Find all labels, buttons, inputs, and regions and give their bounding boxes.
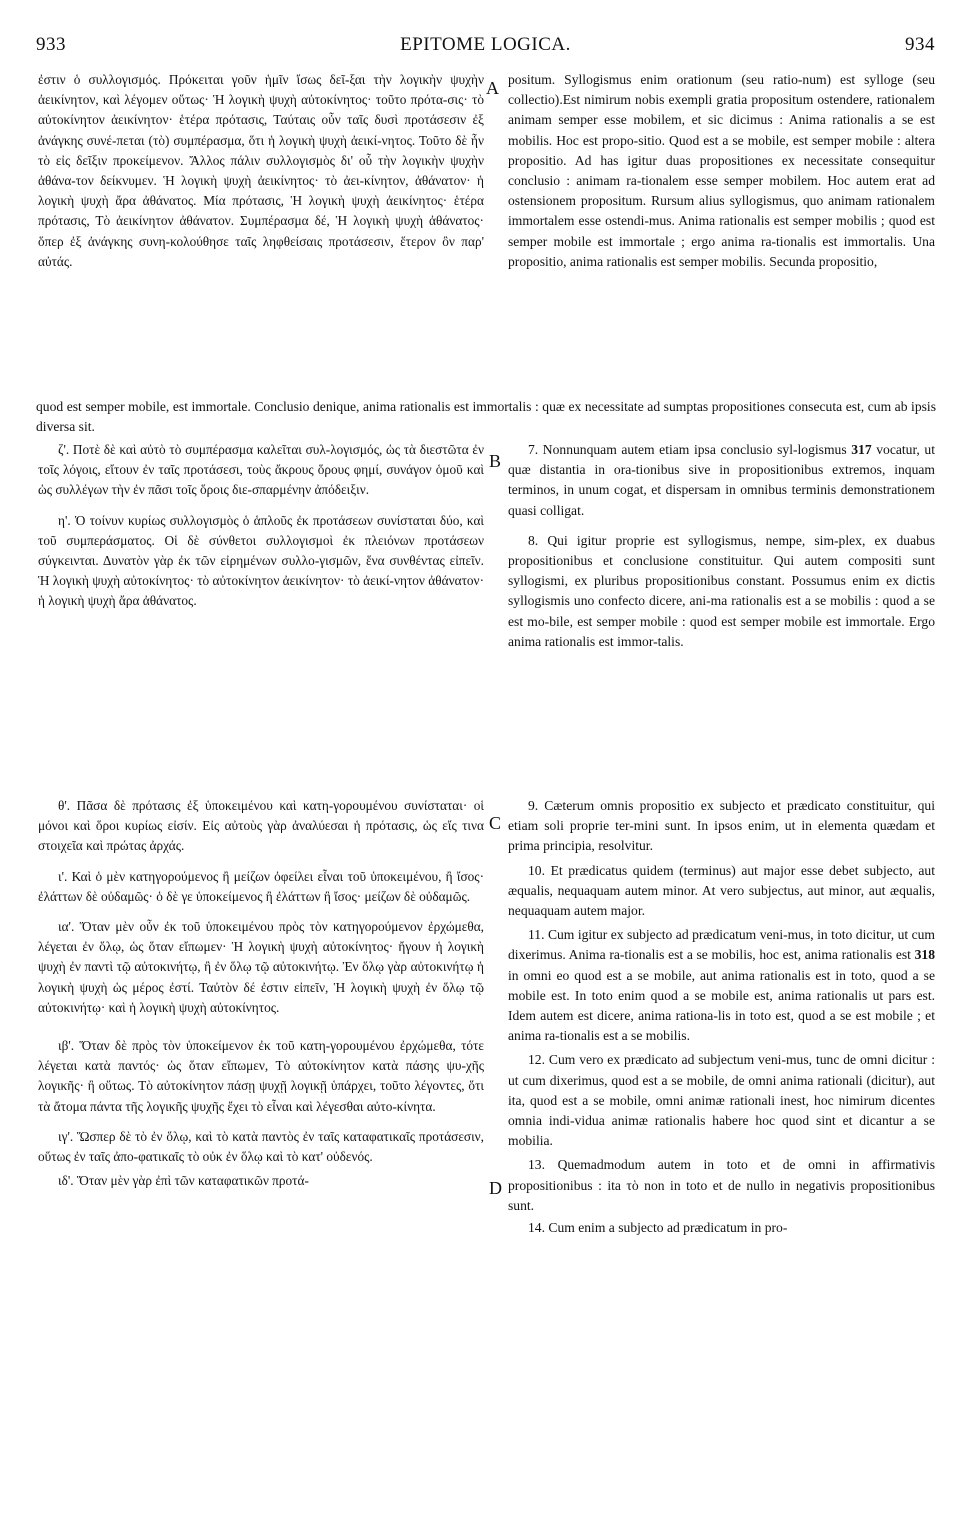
section-marker-c: C: [489, 813, 502, 833]
greek-column-block-1: [38, 70, 484, 272]
latin-section-7-text-b: vocatur, ut quæ distantia in ora-tionibus sive in propositionibus extremos, inquam terminos, in unum cogat, et dispersam in omnibus terminis demonstrationem quasi colligat.: [508, 442, 935, 518]
latin-section-7-page-ref: 317: [851, 442, 872, 457]
running-title: EPITOME LOGICA.: [400, 34, 571, 55]
greek-column-block-3: [38, 796, 484, 1191]
greek-section-10: ι'. Καὶ ὁ μὲν κατηγορούμενος ἢ μείζων ὀφείλει εἶναι τοῦ ὑποκειμένου, ἢ ἴσος· ἐλάττων δὲ οὐδαμῶς· ὁ δὲ γε ὑποκείμενος ἢ ἐλάττων ἢ ἴσος· μείζων δὲ οὐδαμῶς.: [38, 868, 484, 904]
greek-section-12: ιβ'. Ὅταν δὲ πρὸς τὸν ὑποκείμενον ἐκ τοῦ κατη-γορουμένου ἐρχώμεθα, τότε λέγεται κατὰ παντός· ὡς ὅταν εἴπωμεν, Τὸ αὐτοκίνητον κατὰ πάσης ψυ-χῆς λογικῆς· ἢ οὕτως. Τὸ αὐτοκίνητον πάσῃ ψυχῇ λογικῇ ὑπάρχει, τοῦτο λέγοντες, ὅτι τὰ ἄτομα πάντα τῆς λογικῆς ψυχῆς ἔχει τὸ εἶναι καὶ λέγεσθαι αὐτο-κίνητα.: [38, 1038, 484, 1114]
latin-continuation-text: quod est semper mobile, est immortale. Conclusio denique, anima rationalis est immortalis : quæ ex necessitate ad sumptas propositiones consecuta est, cum ab ipsis diversa sit.: [36, 399, 936, 435]
latin-section-11-text-a: 11. Cum igitur ex subjecto ad prædicatum veni-mus, in toto dicitur, ut cum dixerimus. Anima ra-tionalis est a se mobilis, hoc est, anima rationalis est: [508, 927, 935, 963]
section-marker-a: A: [486, 78, 499, 98]
greek-section-14: ιδ'. Ὅταν μὲν γὰρ ἐπὶ τῶν καταφατικῶν προτά-: [58, 1173, 309, 1189]
greek-section-11: ια'. Ὅταν μὲν οὖν ἐκ τοῦ ὑποκειμένου πρὸς τὸν κατηγορούμενον ἐρχώμεθα, λέγεται ἐν ὅλῳ, ὡς ὅταν εἴπωμεν· Ἡ λογικὴ ψυχὴ αὐτοκίνητος· ἤγουν ἡ λογικὴ ψυχὴ ἐν παντὶ τῷ αὐτοκινήτῳ, ἢ ἐν ὅλῳ τῷ αὐτοκινήτῳ. Ἐν ὅλῳ γὰρ αὐτοκινήτῳ ἡ λογικὴ ψυχὴ ὡς μέρος ἐστί. Ταὐτὸν δέ ἐστιν εἰπεῖν, Ἡ λογικὴ ψυχὴ ἐν ὅλῳ τῷ αὐτοκινήτῳ· καὶ ἡ λογικὴ ψυχὴ αὐτοκίνητος.: [38, 919, 484, 1015]
latin-column-block-2: [508, 440, 935, 652]
greek-section-8: η'. Ὁ τοίνυν κυρίως συλλογισμὸς ὁ ἁπλοῦς ἐκ προτάσεων συνίσταται δύο, καὶ τοῦ συμπεράσματος. Οἱ δὲ σύνθετοι συλλογισμοὶ ἐκ πλειόνων προτάσεων σύγκεινται. Δυνατὸν γὰρ ἐκ τῶν εἰρημένων συλλο-γισμῶν, ἕνα συνθέντας εἰπεῖν. Ἡ λογικὴ ψυχὴ αὐτοκίνητος· τὸ αὐτοκίνητον ἀεικίνητον· τὸ ἀεικί-νητον ἀθάνατον· ἡ λογικὴ ψυχὴ ἄρα ἀθάνατος.: [38, 512, 484, 609]
latin-section-10: 10. Et prædicatus quidem (terminus) aut major esse debet subjecto, aut æqualis, nequaquam autem minor. At vero subjectus, aut minor, aut æqualis, nequaquam autem major.: [508, 862, 935, 919]
latin-section-11: [508, 925, 935, 1046]
greek-section-9: θ'. Πᾶσα δὲ πρότασις ἐξ ὑποκειμένου καὶ κατη-γορουμένου συνίσταται· οἱ μόνοι καὶ ὅροι κυρίως εἰσίν. Εἰς αὐτοὺς γὰρ ἀναλύεσαι ἡ πρότασις, ὡς εἴς τινα στοιχεῖα καὶ πρώτας ἀρχάς.: [38, 798, 484, 854]
latin-section-14: 14. Cum enim a subjecto ad prædicatum in pro-: [528, 1220, 788, 1236]
latin-section-11-text-b: in omni eo quod est a se mobile, aut anima rationalis est in toto, quod a se mobile est. In toto enim quod a se mobile est, anima rationalis ut pars est. Idem autem est dicere, anima rationa-lis in toto est, quod a se est mobile ; et anima ra-tionalis est a se mobilis.: [508, 967, 935, 1044]
latin-section-7: [508, 440, 935, 521]
latin-section-7-text-a: 7. Nonnunquam autem etiam ipsa conclusio syl-logismus: [528, 442, 847, 457]
greek-section-13: ιγ'. Ὥσπερ δὲ τὸ ἐν ὅλῳ, καὶ τὸ κατὰ παντὸς ἐν ταῖς καταφατικαῖς προτάσεσιν, οὕτως ἐν ταῖς ἀπο-φατικαῖς τὸ οὐκ ἐν ὅλῳ καὶ τὸ κατ' οὐδενός.: [38, 1128, 484, 1165]
section-marker-d: D: [489, 1178, 502, 1198]
latin-section-13: 13. Quemadmodum autem in toto et de omni in affirmativis propositionibus : ita τὸ non in toto et de nullo in negativis propositionibus sunt.: [508, 1157, 935, 1213]
running-header: [36, 34, 935, 62]
greek-section-7: ζ'. Ποτὲ δὲ καὶ αὐτὸ τὸ συμπέρασμα καλεῖται συλ-λογισμός, ὡς τὰ διεστῶτα ἐν τοῖς λόγοις, εἴτουν ἐν ταῖς προτάσεσι, τοὺς ἄκρους ὅρους φημί, συνάγον ὁμοῦ καὶ ὡς συλλέγων τὴν ἐν πᾶσι τοῖς ὅροις διε-σπαρμένην ἀπόδειξιν.: [38, 442, 484, 498]
section-marker-b: B: [489, 451, 502, 471]
latin-section-11-page-ref: 318: [914, 947, 935, 963]
latin-section-12: 12. Cum vero ex prædicato ad subjectum veni-mus, tunc de omni dicitur : ut cum dixerimus, quod est a se mobile, de omni anima rationali (dicitur), aut ita, quod est a se mobile, omni animæ rationali inest, hoc nimirum dicentes omnia indi-vidua animæ rationalis habere hoc quod sint et dicantur a se mobilia.: [508, 1052, 935, 1149]
page-number-right: 934: [905, 34, 935, 55]
latin-column-block-1: [508, 70, 935, 272]
page-number-left: 933: [36, 34, 66, 55]
greek-paragraph-1: ἐστιν ὁ συλλογισμός. Πρόκειται γοῦν ἡμῖν ἴσως δεῖ-ξαι τὴν λογικὴν ψυχὴν ἀεικίνητον, καὶ λέγομεν οὕτως· Ἡ λογικὴ ψυχὴ αὐτοκίνητος· τοῦτο πρότα-σις· τὸ αὐτοκίνητον ἀεικίνητον· ἑτέρα πρότασις, Ταύταις οὖν ταῖς δυσὶ προτάσεσιν ἐξ ἀνάγκης συνέ-πεται (τὸ) συμπέρασμα, ὅτι ἡ λογικὴ ψυχὴ ἀεικί-νητος. Τοῦτο δὲ ἦν τὸ εἰς δεῖξιν προκείμενον. Ἄλλος πάλιν συλλογισμὸς δι' οὗ τὴν λογικὴν ψυχὴν ἀθάνα-τον δείκνυμεν. Ἡ λογικὴ ψυχὴ ἀεικίνητος· τὸ ἀει-κίνητον, ἀθάνατον· ἡ λογικὴ ψυχὴ ἄρα ἀθάνατος. Μία πρότασις, Ἡ λογικὴ ψυχὴ ἀεικίνητος· ἑτέρα πρότασις, Τὸ ἀεικίνητον ἀθάνατον. Συμπέρασμα δέ, Ἡ λογικὴ ψυχὴ ἀθάνατος· ὅπερ ἐξ ἀνάγκης συνη-κολούθησε ταῖς ληφθείσαις προτάσεσιν, ἕτερον ὂν παρ' αὐτάς.: [38, 72, 484, 269]
greek-column-block-2: [38, 440, 484, 612]
latin-column-block-3: [508, 796, 935, 1238]
full-width-continuation: [36, 397, 936, 437]
latin-section-9: 9. Cæterum omnis propositio ex subjecto et prædicato constituitur, qui etiam soli proprie ter-mini sunt. In ipsos enim, ut in elementa quædam et prima principia, resolvitur.: [508, 798, 935, 854]
latin-paragraph-1: positum. Syllogismus enim orationum (seu ratio-num) est sylloge (seu collectio).Est nimirum nobis exempli gratia propositum ostendere, rationalem animam semper esse mobilem, et sic dicimus : Anima rationalis a se est mobilis. Hoc est propo-sitio. Quod est a se mobile, est semper mobile : altera propositio. Ad has igitur duas propositiones ex necessitate consequitur conclusio : animam ra-tionalem esse semper mobilem. Hoc autem erat ad ostensionem propositum. Rursum alius syllogismus, quo animam rationalem immortalem esse ostendi-mus. Anima rationalis est semper mobilis ; quod est semper mobile est immortale ; ergo anima ra-tionalis est immortalis. Una propositio, anima rationalis est semper mobilis. Secunda propositio,: [508, 72, 935, 269]
latin-section-8: 8. Qui igitur proprie est syllogismus, nempe, sim-plex, ex duabus propositionibus et conclusione constituitur. Qui autem compositi sunt syllogismi, ex pluribus propositionibus constant. Possumus enim ex dictis syllogismis uno confecto dicere, ani-ma rationalis est a se mobilis : quod a se est mo-bile, est semper mobile : quod est semper mobile est immortale. Ergo anima rationalis est immor-talis.: [508, 532, 935, 649]
